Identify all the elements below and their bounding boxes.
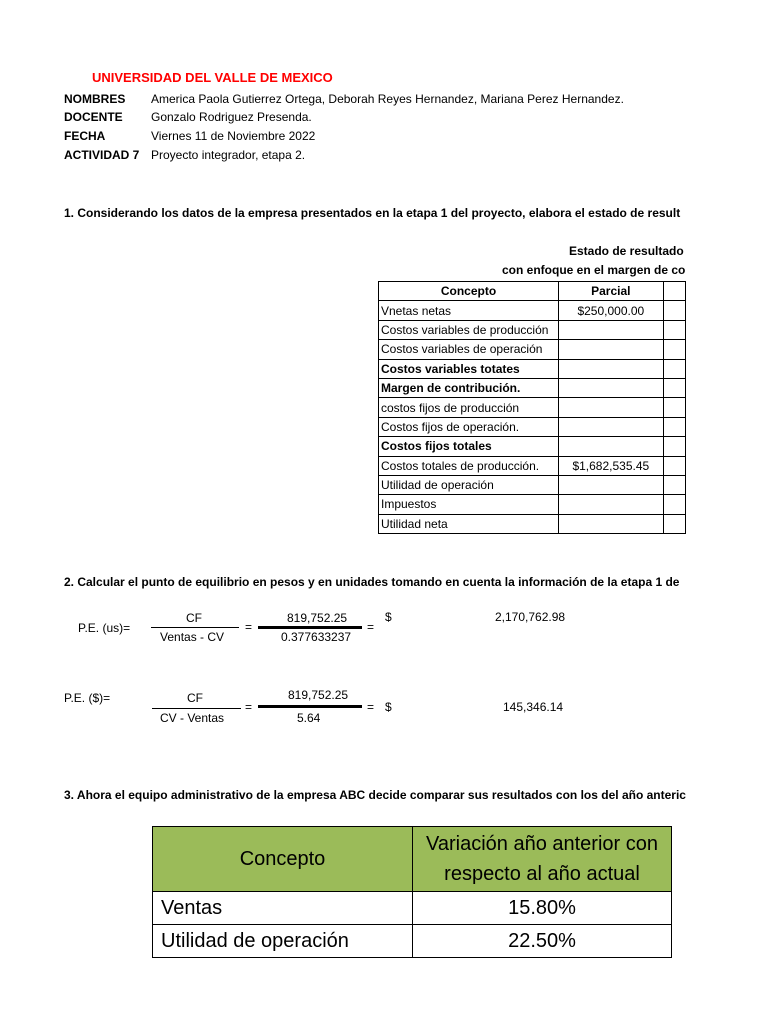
pe-us-label: P.E. (us)= <box>78 621 131 635</box>
column-header-concepto: Concepto <box>379 282 559 301</box>
variation-concepto: Ventas <box>153 892 413 925</box>
pe-pesos-currency: $ <box>385 700 392 714</box>
row-parcial <box>559 398 664 417</box>
pe-pesos-value-bar <box>258 705 362 708</box>
table-row <box>379 340 686 359</box>
pe-us-equals-2: = <box>367 620 375 634</box>
row-parcial: $250,000.00 <box>559 301 664 320</box>
column-header-extra <box>663 282 685 301</box>
pe-us-value-bar <box>258 626 362 629</box>
income-statement-subtitle: con enfoque en el margen de co <box>502 263 686 277</box>
variation-concepto: Utilidad de operación <box>153 925 413 958</box>
pe-us-denominator: Ventas - CV <box>160 630 225 644</box>
row-concepto: Utilidad de operación <box>379 475 559 494</box>
table-row <box>379 301 686 320</box>
variation-header-concepto <box>153 827 413 892</box>
table-row <box>379 475 686 494</box>
row-concepto: Costos fijos de operación. <box>379 417 559 436</box>
table-row <box>379 320 686 339</box>
variation-header-line-2: respecto al año actual <box>444 863 640 885</box>
row-concepto: Costos variables totates <box>379 359 559 378</box>
table-row <box>379 359 686 378</box>
pe-us-value-numerator: 819,752.25 <box>287 611 348 625</box>
pe-us-equals-1: = <box>245 620 253 634</box>
income-statement-title: Estado de resultado <box>569 244 684 258</box>
table-row <box>379 417 686 436</box>
row-parcial <box>559 340 664 359</box>
table-header-row <box>379 282 686 301</box>
row-parcial <box>559 495 664 514</box>
table-row <box>379 514 686 533</box>
table-row <box>379 456 686 475</box>
row-parcial: $1,682,535.45 <box>559 456 664 475</box>
variation-header-line-1: Variación año anterior con <box>426 833 658 855</box>
pe-pesos-value-numerator: 819,752.25 <box>288 688 349 702</box>
row-concepto: Costos totales de producción. <box>379 456 559 475</box>
names-value: America Paola Gutierrez Ortega, Deborah Reyes Hernandez, Mariana Perez Hernandez. <box>151 92 624 106</box>
variation-valor: 15.80% <box>413 892 672 925</box>
row-concepto: Utilidad neta <box>379 514 559 533</box>
pe-pesos-equals-2: = <box>367 700 375 714</box>
pe-us-currency: $ <box>385 610 392 624</box>
date-value: Viernes 11 de Noviembre 2022 <box>151 129 316 143</box>
table-row <box>153 892 672 925</box>
names-label: NOMBRES <box>64 92 126 106</box>
pe-us-fraction-bar <box>151 627 239 628</box>
question-2: 2. Calcular el punto de equilibrio en pesos y en unidades tomando en cuenta la información de la etapa 1 de <box>64 575 680 589</box>
university-title: UNIVERSIDAD DEL VALLE DE MEXICO <box>92 70 333 85</box>
row-parcial <box>559 417 664 436</box>
row-concepto: Impuestos <box>379 495 559 514</box>
row-parcial <box>559 359 664 378</box>
variation-table <box>152 826 672 958</box>
date-label: FECHA <box>64 129 106 143</box>
activity-value: Proyecto integrador, etapa 2. <box>151 148 306 162</box>
row-concepto: Vnetas netas <box>379 301 559 320</box>
pe-pesos-label: P.E. ($)= <box>64 691 111 705</box>
activity-label: ACTIVIDAD 7 <box>64 148 140 162</box>
pe-pesos-value-denominator: 5.64 <box>297 711 321 725</box>
pe-pesos-result: 145,346.14 <box>503 700 564 714</box>
teacher-value: Gonzalo Rodriguez Presenda. <box>151 110 312 124</box>
pe-pesos-equals-1: = <box>245 700 253 714</box>
pe-pesos-fraction-bar <box>152 708 241 709</box>
pe-us-result: 2,170,762.98 <box>495 610 566 624</box>
variation-valor: 22.50% <box>413 925 672 958</box>
variation-header-row <box>153 827 672 892</box>
table-row <box>379 495 686 514</box>
table-row <box>153 925 672 958</box>
variation-header-variacion <box>413 827 672 892</box>
row-concepto: Costos variables de operación <box>379 340 559 359</box>
question-1: 1. Considerando los datos de la empresa presentados en la etapa 1 del proyecto, elabora el estado de result <box>64 206 681 220</box>
row-parcial <box>559 378 664 397</box>
table-row <box>379 398 686 417</box>
teacher-label: DOCENTE <box>64 110 123 124</box>
row-parcial <box>559 320 664 339</box>
row-concepto: Costos variables de producción <box>379 320 559 339</box>
table-row <box>379 437 686 456</box>
row-concepto: costos fijos de producción <box>379 398 559 417</box>
row-concepto: Margen de contribución. <box>379 378 559 397</box>
row-parcial <box>559 475 664 494</box>
pe-pesos-denominator: CV - Ventas <box>160 711 225 725</box>
pe-pesos-numerator: CF <box>187 691 203 705</box>
row-concepto: Costos fijos totales <box>379 437 559 456</box>
table-row <box>379 378 686 397</box>
row-parcial <box>559 437 664 456</box>
column-header-parcial: Parcial <box>559 282 664 301</box>
variation-header-concepto-text: Concepto <box>239 847 326 870</box>
row-parcial <box>559 514 664 533</box>
pe-us-value-denominator: 0.377633237 <box>281 630 352 644</box>
question-3: 3. Ahora el equipo administrativo de la empresa ABC decide comparar sus resultados con los del año anteric <box>64 788 686 802</box>
pe-us-numerator: CF <box>186 611 202 625</box>
income-statement-table <box>378 281 686 534</box>
